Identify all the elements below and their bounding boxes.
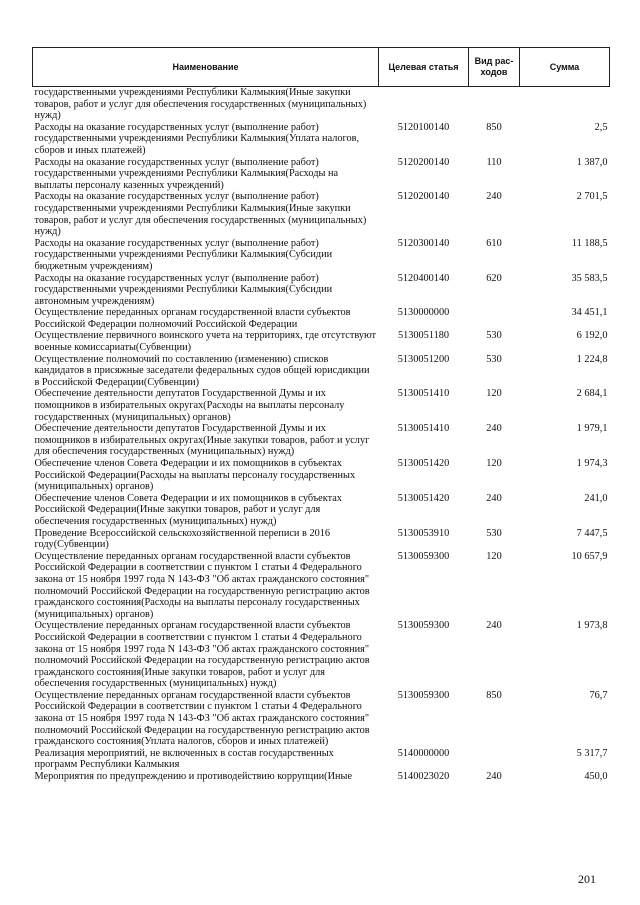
row-kind bbox=[469, 748, 520, 771]
row-kind: 850 bbox=[486, 689, 502, 701]
row-code: 5140000000 bbox=[397, 747, 450, 759]
table-body bbox=[33, 87, 610, 783]
row-name: Проведение Всероссийской сельскохозяйственной переписи в 2016 году(Субвенции) bbox=[34, 527, 331, 551]
row-code bbox=[379, 87, 469, 122]
row-sum: 5 317,7 bbox=[576, 747, 608, 759]
row-sum: 34 451,1 bbox=[571, 307, 608, 319]
row-sum: 11 188,5 bbox=[571, 237, 608, 249]
row-code: 5120200140 bbox=[397, 191, 450, 203]
row-code: 5140023020 bbox=[397, 771, 450, 783]
row-kind: 620 bbox=[486, 272, 502, 284]
row-sum: 2 684,1 bbox=[576, 388, 608, 400]
row-kind bbox=[469, 307, 520, 330]
row-code: 5130051200 bbox=[397, 353, 450, 365]
row-sum: 241,0 bbox=[584, 492, 608, 504]
header-kind: Вид рас-ходов bbox=[469, 48, 520, 87]
row-code: 5130051420 bbox=[397, 492, 450, 504]
row-kind: 120 bbox=[486, 458, 502, 469]
row-code: 5130053910 bbox=[397, 527, 450, 539]
row-code: 5120100140 bbox=[397, 121, 450, 133]
table-row bbox=[33, 307, 610, 330]
row-sum: 2 701,5 bbox=[576, 191, 608, 203]
table-row bbox=[33, 771, 610, 783]
row-name: Осуществление переданных органам государственной власти субъектов Российской Федерации в соответствии с пунктом 1 статьи 4 Федерального закона от 15 ноября 1997 года N 143-ФЗ "Об актах гражданского состояния" полномочий Российской Федерации на государственную регистрацию актов гражданского состояния(Расходы на выплаты персоналу государственных (муниципальных) органов) bbox=[34, 550, 370, 620]
row-name: Осуществление переданных органам государственной власти субъектов Российской Федерации в соответствии с пунктом 1 статьи 4 Федерального закона от 15 ноября 1997 года N 143-ФЗ "Об актах гражданского состояния" полномочий Российской Федерации на государственную регистрацию актов гражданского состояния(Иные закупки товаров, работ и услуг для обеспечения государственных (муниципальных) нужд) bbox=[34, 620, 370, 690]
row-code: 5130000000 bbox=[397, 307, 450, 319]
row-kind: 240 bbox=[486, 620, 502, 632]
table-row bbox=[33, 458, 610, 493]
row-kind: 530 bbox=[486, 353, 502, 365]
table-row bbox=[33, 528, 610, 551]
row-code: 5120400140 bbox=[397, 272, 450, 284]
row-sum: 2,5 bbox=[594, 121, 608, 133]
row-code: 5120200140 bbox=[397, 156, 450, 168]
table-row bbox=[33, 122, 610, 157]
row-kind: 120 bbox=[486, 388, 502, 400]
table-row bbox=[33, 493, 610, 528]
row-kind: 850 bbox=[486, 121, 502, 133]
row-code: 5130051410 bbox=[397, 388, 450, 400]
budget-table bbox=[32, 47, 610, 783]
row-code: 5130059300 bbox=[397, 550, 450, 562]
table-row bbox=[33, 748, 610, 771]
row-sum: 10 657,9 bbox=[571, 550, 608, 562]
row-name: Обеспечение членов Совета Федерации и их помощников в субъектах Российской Федерации(Расходы на выплаты персоналу государственных (муниципальных) органов) bbox=[34, 458, 356, 493]
row-name: Обеспечение деятельности депутатов Государственной Думы и их помощников в избирательных округах(Иные закупки товаров, работ и услуг для обеспечения государственных (муниципальных) нужд) bbox=[34, 423, 370, 458]
row-code: 5120300140 bbox=[397, 237, 450, 249]
table-row bbox=[33, 551, 610, 621]
table-row bbox=[33, 273, 610, 308]
row-code: 5130051180 bbox=[397, 330, 450, 342]
row-kind: 240 bbox=[486, 423, 502, 435]
row-kind: 530 bbox=[486, 330, 502, 342]
row-sum bbox=[520, 87, 610, 122]
row-name: государственными учреждениями Республики Калмыкия(Иные закупки товаров, работ и услуг для обеспечения государственных (муниципальных) нужд) bbox=[34, 87, 367, 122]
table-row bbox=[33, 388, 610, 423]
table-row bbox=[33, 238, 610, 273]
row-sum: 7 447,5 bbox=[576, 527, 608, 539]
table-row bbox=[33, 191, 610, 237]
row-name: Расходы на оказание государственных услуг (выполнение работ) государственными учреждениями Республики Калмыкия(Иные закупки товаров, работ и услуг для обеспечения государственных (муниципальных) нужд) bbox=[34, 191, 367, 238]
header-sum: Сумма bbox=[520, 48, 610, 87]
row-kind: 110 bbox=[486, 156, 502, 168]
table-row bbox=[33, 157, 610, 192]
row-code: 5130059300 bbox=[397, 620, 450, 632]
row-sum: 1 387,0 bbox=[576, 156, 608, 168]
row-kind bbox=[469, 87, 520, 122]
row-name: Обеспечение деятельности депутатов Государственной Думы и их помощников в избирательных округах(Расходы на выплаты персоналу государственных (муниципальных) органов) bbox=[34, 388, 345, 423]
row-code: 5130051420 bbox=[397, 458, 450, 469]
row-name: Осуществление первичного воинского учета на территориях, где отсутствуют военные комиссариаты(Субвенции) bbox=[34, 330, 377, 354]
row-sum: 1 974,3 bbox=[576, 458, 608, 469]
row-name: Расходы на оказание государственных услуг (выполнение работ) государственными учреждениями Республики Калмыкия(Уплата налогов, сборов и иных платежей) bbox=[34, 121, 360, 156]
row-name: Мероприятия по предупреждению и противодействию коррупции(Иные bbox=[34, 771, 353, 783]
row-sum: 76,7 bbox=[589, 689, 608, 701]
row-sum: 1 979,1 bbox=[576, 423, 608, 435]
header-code: Целевая статья bbox=[379, 48, 469, 87]
row-code: 5130051410 bbox=[397, 423, 450, 435]
table-row bbox=[33, 87, 610, 122]
row-sum: 450,0 bbox=[584, 771, 608, 783]
row-kind: 530 bbox=[486, 527, 502, 539]
table-row bbox=[33, 354, 610, 389]
row-name: Обеспечение членов Совета Федерации и их помощников в субъектах Российской Федерации(Иные закупки товаров, работ и услуг для обеспечения государственных (муниципальных) нужд) bbox=[34, 492, 342, 527]
table-row bbox=[33, 423, 610, 458]
row-kind: 120 bbox=[486, 550, 502, 562]
table-header-row bbox=[33, 48, 610, 87]
row-kind: 240 bbox=[486, 492, 502, 504]
page-number: 201 bbox=[578, 872, 596, 886]
row-sum: 6 192,0 bbox=[576, 330, 608, 342]
row-name: Осуществление переданных органам государственной власти субъектов Российской Федерации в соответствии с пунктом 1 статьи 4 Федерального закона от 15 ноября 1997 года N 143-ФЗ "Об актах гражданского состояния" полномочий Российской Федерации на государственную регистрацию актов гражданского состояния(Уплата налогов, сборов и иных платежей) bbox=[34, 689, 370, 748]
row-code: 5130059300 bbox=[397, 689, 450, 701]
row-kind: 610 bbox=[486, 237, 502, 249]
row-kind: 240 bbox=[486, 191, 502, 203]
row-kind: 240 bbox=[486, 771, 502, 783]
row-name: Расходы на оказание государственных услуг (выполнение работ) государственными учреждениями Республики Калмыкия(Субсидии бюджетным учреждениям) bbox=[34, 237, 333, 272]
row-sum: 35 583,5 bbox=[571, 272, 608, 284]
header-name: Наименование bbox=[33, 48, 379, 87]
row-name: Реализация мероприятий, не включенных в состав государственных программ Республики Калмыкия bbox=[34, 747, 334, 771]
table-row bbox=[33, 690, 610, 748]
row-name: Расходы на оказание государственных услуг (выполнение работ) государственными учреждениями Республики Калмыкия(Расходы на выплаты персоналу казенных учреждений) bbox=[34, 156, 339, 191]
row-name: Осуществление переданных органам государственной власти субъектов Российской Федерации полномочий Российской Федерации bbox=[34, 307, 351, 330]
row-name: Осуществление полномочий по составлению (изменению) списков кандидатов в присяжные заседатели федеральных судов общей юрисдикции в Российской Федерации(Субвенции) bbox=[34, 353, 370, 388]
table-row bbox=[33, 620, 610, 690]
row-sum: 1 973,8 bbox=[576, 620, 608, 632]
row-sum: 1 224,8 bbox=[576, 353, 608, 365]
table-row bbox=[33, 330, 610, 353]
row-name: Расходы на оказание государственных услуг (выполнение работ) государственными учреждениями Республики Калмыкия(Субсидии автономным учреждениям) bbox=[34, 272, 333, 307]
